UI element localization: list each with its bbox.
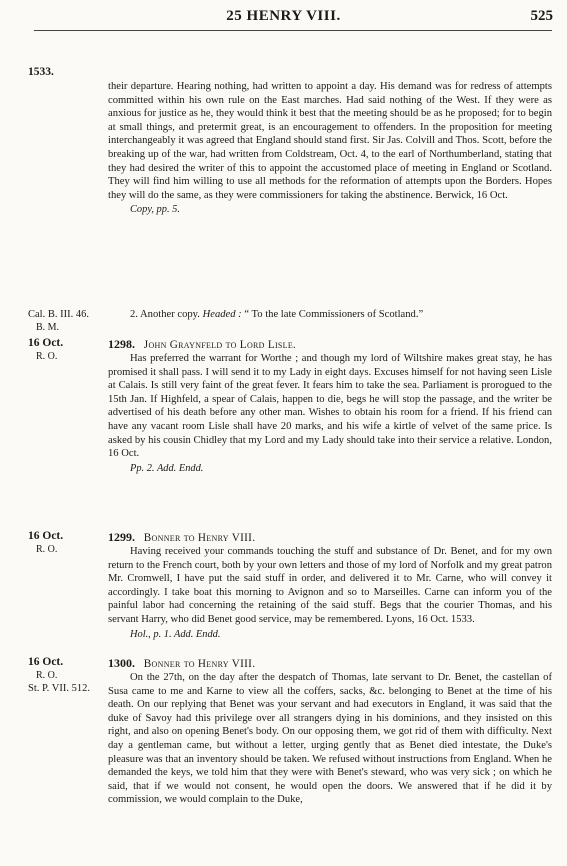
entry-number: 1299. bbox=[108, 530, 135, 544]
copy2-margin-src: B. M. bbox=[36, 322, 60, 333]
margin-entry-1298 bbox=[28, 337, 100, 363]
copy2-prefix: 2. Another copy. bbox=[130, 309, 200, 320]
margin-copy2 bbox=[28, 308, 100, 334]
entry-heading bbox=[108, 337, 552, 352]
entry-names: Bonner to Henry VIII. bbox=[143, 658, 256, 670]
margin-entry-1299 bbox=[28, 530, 100, 556]
entry-date: 16 Oct. bbox=[28, 530, 64, 542]
entry-heading bbox=[108, 530, 552, 545]
copy2-headed-label: Headed : bbox=[202, 309, 242, 320]
entry-note: Hol., p. 1. Add. Endd. bbox=[130, 628, 221, 640]
continuation-block bbox=[108, 80, 552, 216]
entry-number: 1298. bbox=[108, 337, 135, 351]
running-header bbox=[0, 6, 567, 28]
margin-entry-1300 bbox=[28, 656, 100, 695]
entry-date: 16 Oct. bbox=[28, 656, 64, 668]
entry-1299 bbox=[108, 530, 552, 641]
entry-heading bbox=[108, 656, 552, 671]
header-rule bbox=[34, 30, 552, 31]
entry-names: John Graynfeld to Lord Lisle. bbox=[143, 339, 297, 351]
page-number: 525 bbox=[530, 8, 553, 24]
entry-date: 16 Oct. bbox=[28, 337, 64, 349]
entry-source: R. O. bbox=[36, 544, 58, 555]
entry-number: 1300. bbox=[108, 656, 135, 670]
entry-note: Pp. 2. Add. Endd. bbox=[130, 462, 204, 474]
entry-1298 bbox=[108, 337, 552, 475]
entry-source-2: St. P. VII. 512. bbox=[28, 683, 90, 694]
copy2-margin-ref: Cal. B. III. 46. bbox=[28, 309, 89, 320]
continuation-text: their departure. Hearing nothing, had written to appoint a day. His demand was for redress of attempts committed within his own rule on the East marches. Had said nothing of the West. If they were as anxious for justice as he, they would think it best that the meeting should be as he proposed; for to begin at small things, and pretermit great, is an encouragement to offenders. In the proposition for meeting interchangeably it was agreed that England should stand first. Sir Jas. Colvill and Thos. Scott, before the breaking up of the war, had written from Coldstream, Oct. 4, to the earl of Northumberland, stating that they had desired the writer of this to appoint the accustomed place of meeting in England or Scotland. They will find him willing to use all methods for the reformation of attempts upon the Borders. Hopes they will do the same, as they were commissioners for taking the abstinence. Berwick, 16 Oct. bbox=[108, 81, 552, 201]
entry-source: R. O. bbox=[36, 351, 58, 362]
margin-year bbox=[28, 66, 100, 79]
running-title: 25 HENRY VIII. bbox=[226, 8, 341, 24]
entry-text: Has preferred the warrant for Worthe ; and though my lord of Wiltshire makes great stay, he has promised it shall pass. I will send it to my Lady in eight days. Excuses himself for not having seen Lisle at Calais. Is still very faint of the great fever. It fears him to take the sea. Parliament is prorogued to the 15th Jan. If Highfeld, a spear of Calais, happen to die, begs he will stop the passage, and the writer be advertised of his death before any other man. Wishes to obtain his room for a friend. If his friend can have any vacant room Lisle shall have 20 marks, and his wife a kirtle of velvet of the same price. Is asked by his cousin Chidley that my Lord and my Lady should take into their service a relative. London, 16 Oct. bbox=[108, 353, 552, 460]
copy2-headed-text: “ To the late Commissioners of Scotland.” bbox=[244, 309, 424, 320]
entry-text: On the 27th, on the day after the despatch of Thomas, late servant to Dr. Benet, the castellan of Susa came to me and Karne to view all the coffers, sacks, &c. belonging to Benet at the time of his death. On our replying that Benet was your servant and had executors in England, it was said that the duke of Savoy had this privilege over all strangers dying in his dominions, and they insisted on this right, and also on opening Benet's body. On our opposing them, we got rid of them with difficulty. Next day a gentleman came, but without a letter, urging gently that as Benet died intestate, the Duke's pleasure was that an inventory should be taken. We refused without instructions from England. When he demanded the keys, we told him that they were with Benet's steward, who was very sick ; on which he said, that if we would not consent, he would open the doors. We answered that if he did it by commission, we would complain to the Duke, bbox=[108, 672, 552, 806]
continuation-note: Copy, pp. 5. bbox=[130, 204, 180, 216]
copy2-line bbox=[108, 308, 552, 322]
entry-1300 bbox=[108, 656, 552, 807]
entry-text: Having received your commands touching the stuff and substance of Dr. Benet, and for my own return to the French court, both by your own letters and those of my lord of Norfolk and my great patron Mr. Cromwell, I have put the said stuff in order, and delivered it to Mr. Carne, who will convey it accordingly. I take boat this morning to Avignon and so to Marseilles. Carne can inform you of the painful labor had concerning the retaining of the said stuff. Begs that the courier Thomas, and his servant Harry, who did Benet good service, may be remembered. Lyons, 16 Oct. 1533. bbox=[108, 546, 552, 625]
entry-source: R. O. bbox=[36, 670, 58, 681]
year-label: 1533. bbox=[28, 66, 54, 78]
entry-names: Bonner to Henry VIII. bbox=[143, 532, 256, 544]
